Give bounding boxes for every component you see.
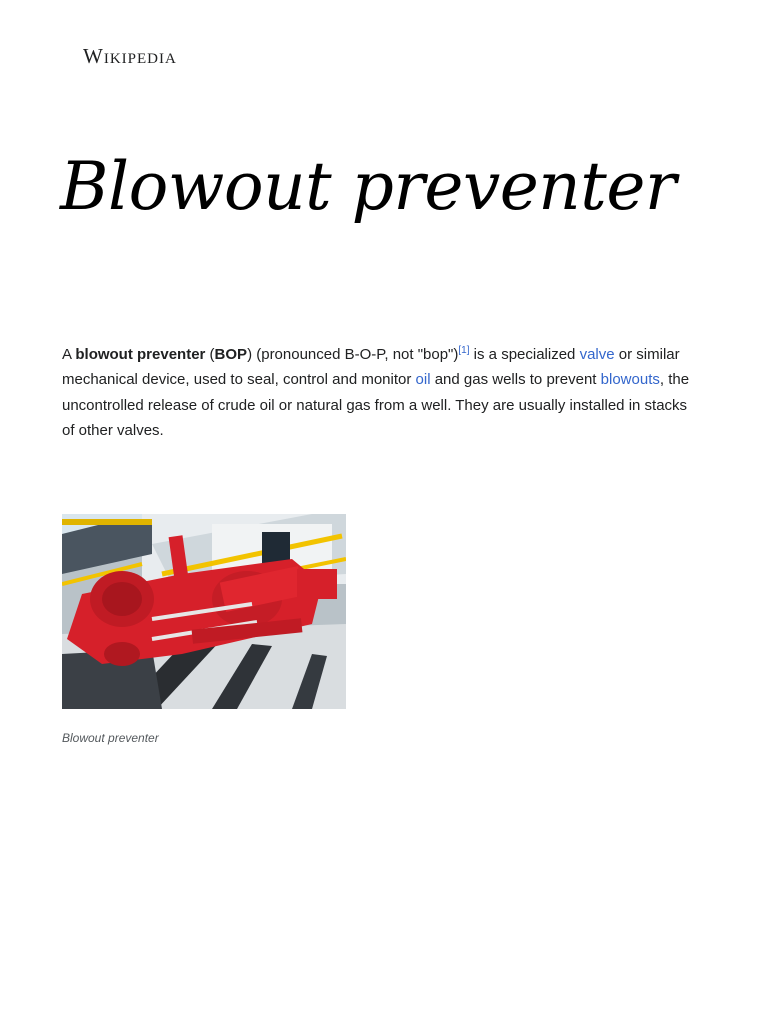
lead-text: or similar mechanical device, used to seal, control and monitor xyxy=(62,346,680,389)
lead-bold-term: blowout preventer xyxy=(75,346,206,363)
oil-link[interactable]: oil xyxy=(415,371,431,389)
lead-text: ) (pronounced B-O-P, not "bop") xyxy=(247,346,459,363)
blowout-preventer-image[interactable] xyxy=(62,514,346,709)
lead-text: and gas wells to prevent xyxy=(430,371,601,389)
lead-bold-abbrev: BOP xyxy=(214,346,248,363)
valve-link[interactable]: valve xyxy=(579,346,615,363)
lead-text: is a specialized xyxy=(469,346,580,363)
bop-photo-illustration xyxy=(62,514,346,709)
page-title: Blowout preventer xyxy=(60,148,676,225)
wikipedia-wordmark[interactable]: Wikipedia xyxy=(83,44,177,68)
lead-text: ( xyxy=(205,346,215,363)
lead-text: , the uncontrolled release of crude oil or natural gas from a well. They are usually installed in stacks of other valves. xyxy=(62,371,690,439)
blowouts-link[interactable]: blowouts xyxy=(600,371,660,389)
lead-text: A xyxy=(62,346,76,363)
reference-link-1[interactable]: [1] xyxy=(458,345,470,356)
figure-caption: Blowout preventer xyxy=(62,731,159,745)
lead-paragraph xyxy=(62,342,702,443)
